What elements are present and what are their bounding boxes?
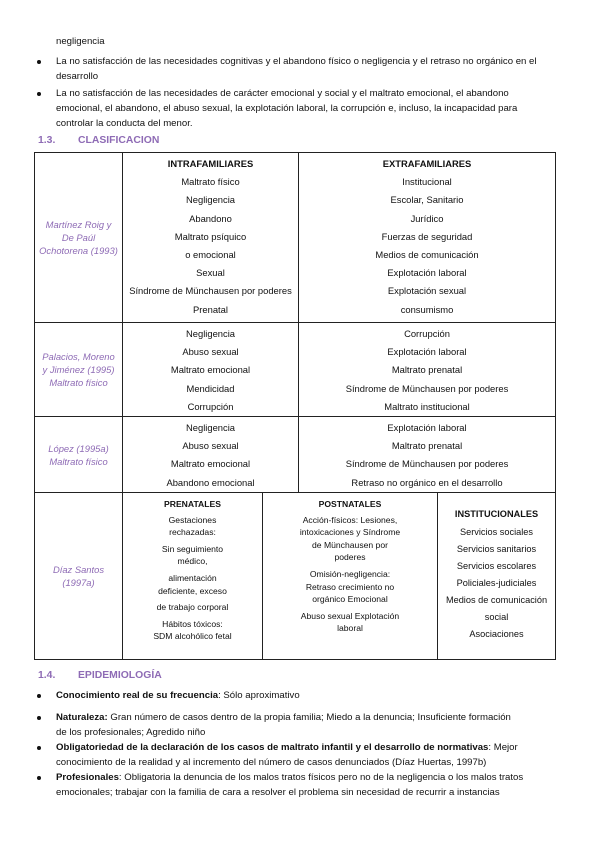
postnatales-header: POSTNATALES bbox=[318, 499, 382, 510]
epi-bullet-line bbox=[56, 740, 518, 755]
list-item: Retraso crecimiento no bbox=[305, 581, 395, 592]
epi-bullet-line bbox=[56, 770, 523, 785]
list-item: Medios de comunicación bbox=[445, 595, 548, 606]
section-title: EPIDEMIOLOGÍA bbox=[78, 670, 162, 681]
list-item: médico, bbox=[177, 556, 208, 567]
list-item: Abandono bbox=[189, 212, 232, 224]
bullet-marker bbox=[37, 716, 41, 720]
epi-bullet-text: : Sólo aproximativo bbox=[218, 690, 300, 701]
list-item: Institucional bbox=[402, 176, 452, 188]
list-item: o emocional bbox=[185, 249, 236, 261]
list-item: Gestaciones bbox=[168, 514, 217, 525]
list-item: deficiente, exceso bbox=[158, 585, 227, 596]
bullet-marker bbox=[37, 776, 41, 780]
prenatales-header: PRENATALES bbox=[164, 499, 221, 510]
list-item: Medios de comunicación bbox=[375, 249, 479, 261]
author-cell: Díaz Santos (1997a) bbox=[35, 493, 123, 660]
list-item: Maltrato prenatal bbox=[391, 364, 463, 376]
list-item: Sin seguimiento bbox=[161, 543, 224, 554]
list-item: Negligencia bbox=[186, 328, 235, 339]
list-item: intoxicaciones y Síndrome bbox=[299, 527, 401, 538]
list-item: orgánico Emocional bbox=[312, 594, 388, 605]
intro-bullet-2-line-2: emocional, el abandono, el abuso sexual, la explotación laboral, la corrupción e, incluso, la incapacidad para bbox=[56, 103, 518, 114]
extrafamiliar-list-cell bbox=[299, 323, 556, 417]
table-row bbox=[35, 417, 556, 493]
institucionales-header: INSTITUCIONALES bbox=[454, 509, 539, 520]
list-item: Negligencia bbox=[186, 194, 235, 206]
epi-bullet-text: conocimiento de la realidad y al incremento del número de casos denunciados (Díaz Huertas, 1997b) bbox=[56, 757, 487, 768]
diaz-santos-subtable-cell bbox=[123, 493, 556, 660]
list-item: Explotación laboral bbox=[387, 422, 467, 434]
list-item: Síndrome de Münchausen por poderes bbox=[129, 285, 292, 297]
extrafamiliares-header: EXTRAFAMILIARES bbox=[382, 158, 472, 169]
bullet-marker bbox=[37, 92, 41, 96]
list-item: Abuso sexual Explotación bbox=[300, 610, 400, 621]
list-item: Maltrato emocional bbox=[170, 458, 251, 470]
list-item: Prenatal bbox=[193, 303, 228, 315]
epi-bullet-label: Profesionales bbox=[56, 772, 119, 783]
epi-bullet-text: : Obligatoria la denuncia de los malos tratos físicos pero no de la negligencia o los malos tratos bbox=[118, 772, 524, 783]
list-item: Negligencia bbox=[186, 422, 235, 434]
postnatales-column bbox=[263, 493, 438, 659]
list-item: Sexual bbox=[196, 267, 225, 279]
intro-bullet-2-line-1: La no satisfacción de las necesidades de carácter emocional y social y el maltrato emocional, el abandono bbox=[56, 88, 509, 99]
bullet-marker bbox=[37, 60, 41, 64]
classification-table bbox=[34, 152, 556, 660]
epi-bullet-label: Naturaleza: bbox=[56, 712, 108, 723]
institucionales-column bbox=[438, 493, 555, 659]
list-item: Mendicidad bbox=[186, 382, 235, 394]
epi-bullet-text: Gran número de casos dentro de la propia familia; Miedo a la denuncia; Insuficiente formación bbox=[107, 712, 511, 723]
list-item: Omisión-negligencia: bbox=[309, 568, 391, 579]
list-item: Servicios sanitarios bbox=[456, 544, 537, 555]
intrafamiliares-header: INTRAFAMILIARES bbox=[167, 158, 254, 169]
list-item: Maltrato psíquico bbox=[174, 230, 247, 242]
list-item: poderes bbox=[334, 552, 366, 563]
list-item: Servicios escolares bbox=[456, 561, 537, 572]
list-item: Abuso sexual bbox=[182, 440, 239, 452]
list-item: Acción-físicos: Lesiones, bbox=[302, 514, 398, 525]
section-number: 1.3. bbox=[38, 135, 56, 146]
intro-bullet-2-line-3: controlar la conducta del menor. bbox=[56, 118, 193, 129]
list-item: Maltrato emocional bbox=[170, 364, 251, 376]
list-item: Explotación laboral bbox=[387, 346, 467, 358]
intro-continuation: negligencia bbox=[56, 36, 105, 47]
author-cell: López (1995a) Maltrato físico bbox=[35, 417, 123, 493]
list-item: Explotación sexual bbox=[387, 285, 467, 297]
epi-bullet-line bbox=[56, 710, 511, 725]
list-item: Servicios sociales bbox=[459, 527, 533, 538]
intro-bullet-1-line-2: desarrollo bbox=[56, 71, 99, 82]
table-row bbox=[35, 323, 556, 417]
section-heading-clasificacion bbox=[38, 135, 159, 146]
section-number: 1.4. bbox=[38, 670, 56, 681]
section-heading-epidemiologia bbox=[38, 670, 162, 681]
table-row bbox=[35, 493, 556, 660]
list-item: social bbox=[484, 612, 509, 623]
author-cell: Palacios, Moreno y Jiménez (1995) Maltrato físico bbox=[35, 323, 123, 417]
epi-bullet-label: Conocimiento real de su frecuencia bbox=[56, 690, 219, 701]
list-item: de trabajo corporal bbox=[156, 602, 229, 613]
list-item: de Münchausen por bbox=[312, 539, 388, 550]
intrafamiliar-list-cell bbox=[123, 323, 299, 417]
list-item: Hábitos tóxicos: bbox=[162, 618, 223, 629]
table-row bbox=[35, 153, 556, 323]
section-title: CLASIFICACION bbox=[78, 135, 160, 146]
list-item: Corrupción bbox=[404, 328, 450, 339]
list-item: laboral bbox=[337, 623, 363, 634]
list-item: Policiales-judiciales bbox=[456, 578, 537, 589]
intrafamiliar-list-cell bbox=[123, 417, 299, 493]
intrafamiliares-cell bbox=[123, 153, 299, 323]
bullet-marker bbox=[37, 746, 41, 750]
bullet-marker bbox=[37, 694, 41, 698]
list-item: Síndrome de Münchausen por poderes bbox=[345, 382, 509, 394]
list-item: Corrupción bbox=[187, 400, 234, 412]
epi-bullet-line bbox=[56, 688, 300, 703]
epi-bullet-text: de los profesionales; Agredido niño bbox=[56, 727, 206, 738]
prenatales-column bbox=[123, 493, 263, 659]
list-item: Síndrome de Münchausen por poderes bbox=[345, 458, 509, 470]
list-item: Maltrato prenatal bbox=[391, 440, 463, 452]
extrafamiliar-list-cell bbox=[299, 417, 556, 493]
list-item: rechazadas: bbox=[169, 527, 216, 538]
list-item: Fuerzas de seguridad bbox=[381, 230, 473, 242]
list-item: SDM alcohólico fetal bbox=[153, 631, 232, 642]
epi-bullet-text: : Mejor bbox=[488, 742, 518, 753]
list-item: Retraso no orgánico en el desarrollo bbox=[351, 476, 503, 488]
list-item: Jurídico bbox=[410, 212, 444, 224]
list-item: Escolar, Sanitario bbox=[390, 194, 464, 206]
epi-bullet-label: Obligatoriedad de la declaración de los casos de maltrato infantil y el desarrollo de normativas bbox=[56, 742, 489, 753]
list-item: alimentación bbox=[168, 572, 217, 583]
author-cell: Martínez Roig y De Paúl Ochotorena (1993) bbox=[35, 153, 123, 323]
list-item: consumismo bbox=[400, 303, 454, 315]
list-item: Asociaciones bbox=[469, 629, 524, 640]
list-item: Maltrato físico bbox=[181, 176, 240, 188]
epi-bullet-text: emocionales; trabajar con la familia de cara a resolver el problema sin necesidad de recurrir a instancias bbox=[56, 787, 500, 798]
list-item: Abuso sexual bbox=[182, 346, 239, 358]
list-item: Abandono emocional bbox=[166, 476, 255, 488]
extrafamiliares-cell bbox=[299, 153, 556, 323]
intro-bullet-1-line-1: La no satisfacción de las necesidades cognitivas y el abandono físico o negligencia y el retraso no orgánico en el bbox=[56, 56, 537, 67]
list-item: Explotación laboral bbox=[387, 267, 467, 279]
list-item: Maltrato institucional bbox=[384, 400, 470, 412]
